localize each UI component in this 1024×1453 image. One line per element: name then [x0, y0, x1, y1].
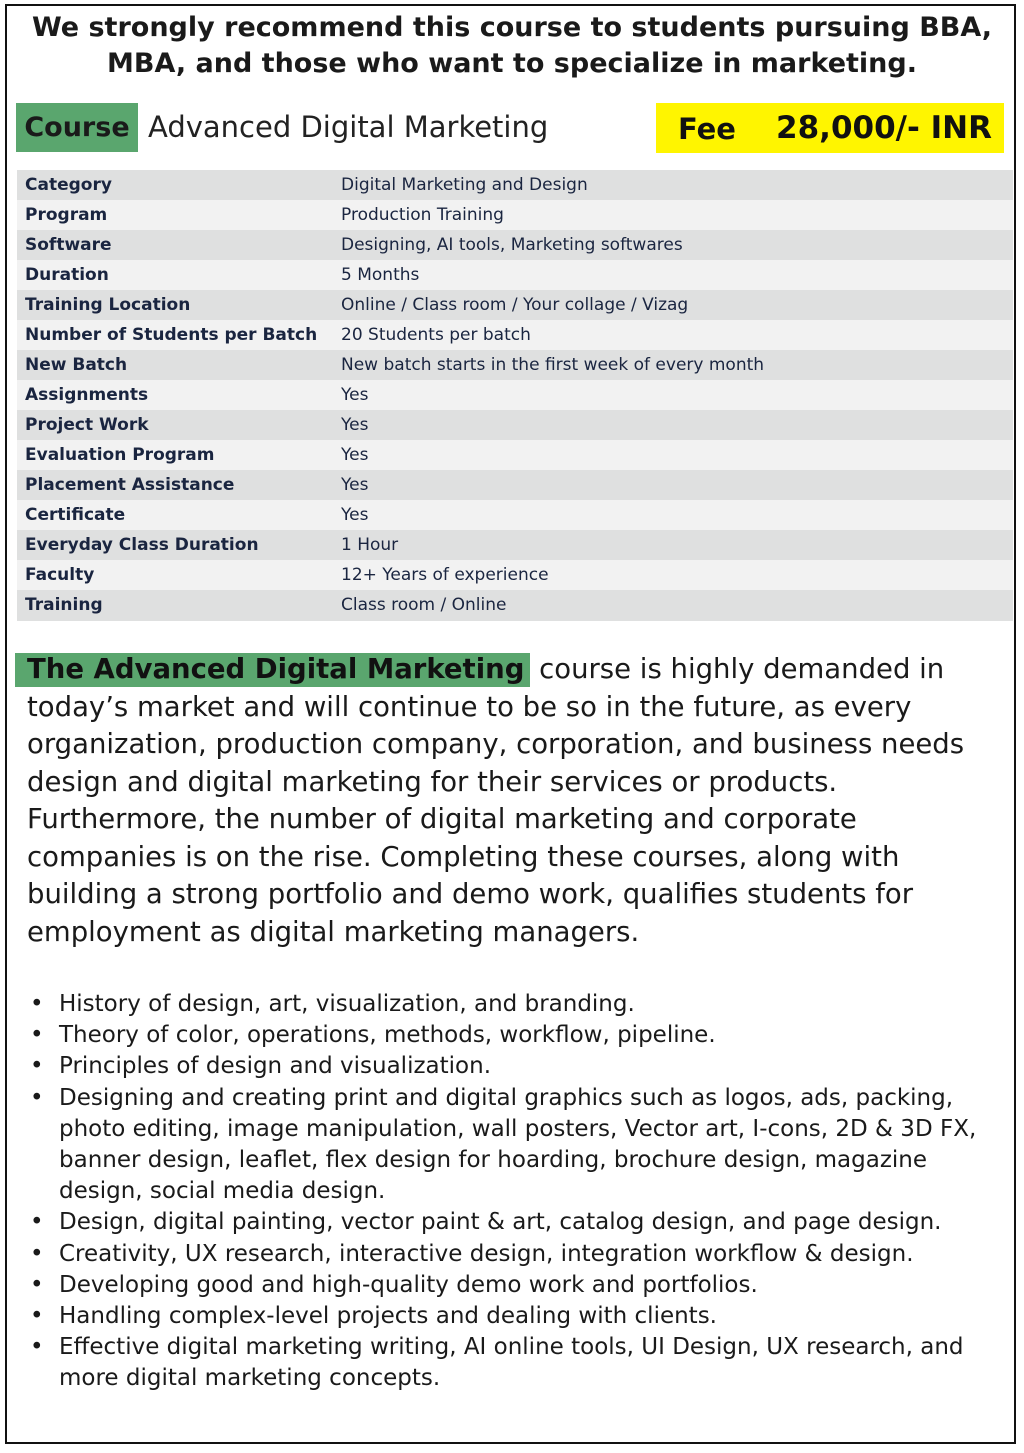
table-row	[17, 290, 1013, 320]
table-row	[17, 440, 1013, 470]
list-item-text: Design, digital painting, vector paint & art, catalog design, and page design.	[59, 1209, 942, 1236]
table-row	[17, 470, 1013, 500]
detail-value: Yes	[341, 470, 1013, 500]
detail-label: Software	[17, 230, 341, 260]
fee-value: 28,000/- INR	[776, 110, 992, 146]
table-row	[17, 590, 1013, 620]
detail-label: Training	[17, 590, 341, 620]
detail-value: Online / Class room / Your collage / Vizag	[341, 290, 1013, 320]
detail-value: 5 Months	[341, 260, 1013, 290]
recommendation-headline	[0, 10, 1024, 82]
detail-label: Duration	[17, 260, 341, 290]
list-item-text: Handling complex-level projects and dealing with clients.	[59, 1303, 717, 1330]
detail-value: Designing, AI tools, Marketing softwares	[341, 230, 1013, 260]
bullet-icon: •	[30, 1209, 44, 1236]
list-item-text: Effective digital marketing writing, AI online tools, UI Design, UX research, and more digital marketing concepts.	[59, 1334, 964, 1392]
list-item	[30, 1083, 1005, 1208]
course-description	[27, 651, 1002, 951]
detail-value: Class room / Online	[341, 590, 1013, 620]
list-item-text: Creativity, UX research, interactive design, integration workflow & design.	[59, 1240, 914, 1267]
detail-value: Yes	[341, 500, 1013, 530]
detail-label: Faculty	[17, 560, 341, 590]
list-item-text: Developing good and high-quality demo work and portfolios.	[59, 1271, 758, 1298]
list-item-text: Designing and creating print and digital graphics such as logos, ads, packing, photo editing, image manipulation, wall posters, Vector art, I-cons, 2D & 3D FX, banner design, leaflet, flex design for hoarding, brochure design, magazine design, social media design.	[59, 1084, 977, 1205]
table-row	[17, 530, 1013, 560]
table-row	[17, 410, 1013, 440]
detail-label: Assignments	[17, 380, 341, 410]
list-item	[30, 1239, 1005, 1270]
fee-label: Fee	[678, 112, 736, 146]
table-row	[17, 200, 1013, 230]
course-details-table	[17, 170, 1013, 620]
curriculum-list	[30, 989, 1005, 1395]
list-item	[30, 1051, 1005, 1082]
table-row	[17, 380, 1013, 410]
table-row	[17, 260, 1013, 290]
detail-label: Training Location	[17, 290, 341, 320]
bullet-icon: •	[30, 1303, 44, 1330]
list-item	[30, 1332, 1005, 1394]
fee-box	[656, 103, 1004, 153]
bullet-icon: •	[30, 1053, 44, 1080]
table-row	[17, 320, 1013, 350]
detail-value: Yes	[341, 440, 1013, 470]
table-row	[17, 170, 1013, 200]
detail-value: Production Training	[341, 200, 1013, 230]
bullet-icon: •	[30, 1084, 44, 1111]
detail-value: 20 Students per batch	[341, 320, 1013, 350]
list-item-text: History of design, art, visualization, and branding.	[59, 991, 635, 1017]
detail-label: Program	[17, 200, 341, 230]
detail-value: 12+ Years of experience	[341, 560, 1013, 590]
detail-label: New Batch	[17, 350, 341, 380]
list-item	[30, 1301, 1005, 1332]
bullet-icon: •	[30, 1022, 44, 1049]
list-item	[30, 989, 1005, 1020]
bullet-icon: •	[30, 1240, 44, 1267]
course-description-body: course is highly demanded in today’s market and will continue to be so in the future, as every organization, production company, corporation, and business needs design and digital marketing for their services or products. Furthermore, the number of digital marketing and corporate companies is on the rise. Completing these courses, along with building a strong portfolio and demo work, qualifies students for employment as digital marketing managers.	[27, 653, 965, 948]
headline-line-2: MBA, and those who want to specialize in marketing.	[107, 48, 917, 79]
detail-value: 1 Hour	[341, 530, 1013, 560]
detail-value: New batch starts in the first week of every month	[341, 350, 1013, 380]
bullet-icon: •	[30, 991, 44, 1017]
table-bottom-edge	[17, 619, 1013, 621]
course-name: Advanced Digital Marketing	[148, 110, 549, 144]
table-row	[17, 560, 1013, 590]
list-item	[30, 1270, 1005, 1301]
detail-value: Digital Marketing and Design	[341, 170, 1013, 200]
course-tag: Course	[16, 103, 138, 152]
table-row	[17, 350, 1013, 380]
list-item-text: Principles of design and visualization.	[59, 1053, 492, 1080]
list-item-text: Theory of color, operations, methods, workflow, pipeline.	[59, 1022, 716, 1049]
detail-label: Project Work	[17, 410, 341, 440]
detail-label: Everyday Class Duration	[17, 530, 341, 560]
bullet-icon: •	[30, 1334, 44, 1361]
detail-value: Yes	[341, 410, 1013, 440]
headline-line-1: We strongly recommend this course to students pursuing BBA,	[31, 12, 993, 43]
detail-label: Number of Students per Batch	[17, 320, 341, 350]
detail-label: Placement Assistance	[17, 470, 341, 500]
detail-label: Evaluation Program	[17, 440, 341, 470]
list-item	[30, 1020, 1005, 1051]
detail-label: Category	[17, 170, 341, 200]
detail-value: Yes	[341, 380, 1013, 410]
detail-label: Certificate	[17, 500, 341, 530]
list-item	[30, 1207, 1005, 1238]
bullet-icon: •	[30, 1271, 44, 1298]
table-row	[17, 230, 1013, 260]
table-row	[17, 500, 1013, 530]
course-description-highlight: The Advanced Digital Marketing	[15, 653, 530, 687]
